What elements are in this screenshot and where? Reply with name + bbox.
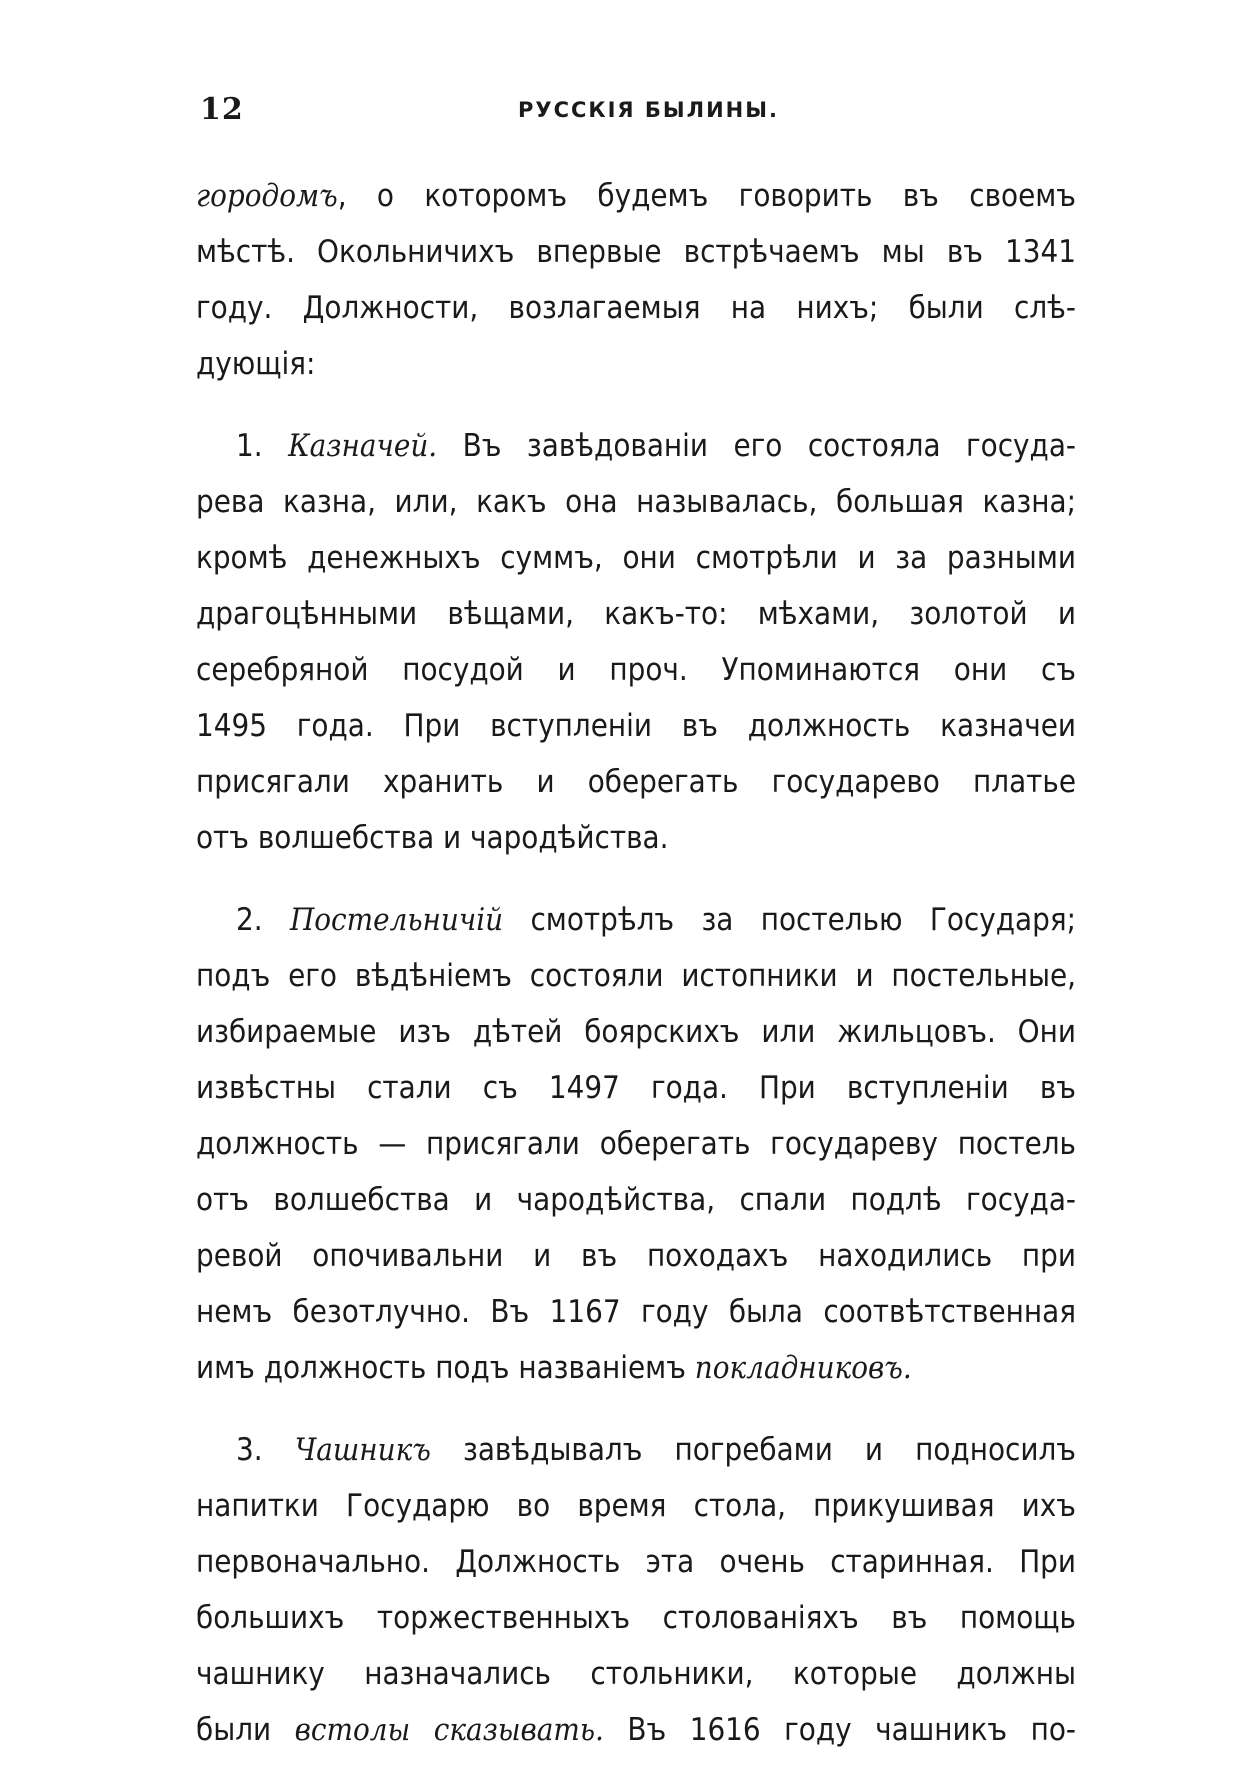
term-kaznachei: Казначей. bbox=[288, 428, 438, 464]
page-header bbox=[196, 92, 1072, 132]
paragraph bbox=[196, 168, 1076, 392]
paragraph bbox=[196, 418, 1076, 866]
term-chashnik: Чашникъ bbox=[294, 1432, 431, 1468]
term-vstoly: встолы сказывать. bbox=[294, 1712, 604, 1748]
text-line: ревой опочивальни и въ походахъ находились при bbox=[196, 1238, 1076, 1274]
text-line: были встолы сказывать. Въ 1616 году чашникъ по- bbox=[196, 1712, 1076, 1748]
running-title: РУССКІЯ БЫЛИНЫ. bbox=[518, 98, 779, 122]
text-line: отъ волшебства и чародѣйства, спали подлѣ госуда- bbox=[196, 1182, 1076, 1218]
term-postelnichii: Постельничій bbox=[289, 902, 504, 938]
text-line: немъ безотлучно. Въ 1167 году была соотвѣтственная bbox=[196, 1294, 1076, 1330]
text-line: мѣстѣ. Окольничихъ впервые встрѣчаемъ мы въ 1341 bbox=[196, 234, 1076, 270]
text-line: большихъ торжественныхъ столованіяхъ въ помощь bbox=[196, 1600, 1076, 1636]
text-line: драгоцѣнными вѣщами, какъ-то: мѣхами, золотой и bbox=[196, 596, 1076, 632]
text-line: 2. Постельничій смотрѣлъ за постелью Государя; bbox=[236, 902, 1077, 938]
text-line: чашнику назначались стольники, которые должны bbox=[196, 1656, 1076, 1692]
text-line: рева казна, или, какъ она называлась, большая казна; bbox=[196, 484, 1076, 520]
text-line: кромѣ денежныхъ суммъ, они смотрѣли и за разными bbox=[196, 540, 1076, 576]
text-line: городомъ, о которомъ будемъ говорить въ своемъ bbox=[196, 178, 1076, 214]
body-text bbox=[196, 168, 1076, 1758]
page-number: 12 bbox=[200, 92, 244, 127]
text-line: имъ должность подъ названіемъ покладниковъ. bbox=[196, 1350, 912, 1386]
text-line: серебряной посудой и проч. Упоминаются они съ bbox=[196, 652, 1076, 688]
text-line: должность — присягали оберегать государеву постель bbox=[196, 1126, 1076, 1162]
text-line: дующія: bbox=[196, 346, 316, 382]
text-line: году. Должности, возлагаемыя на нихъ; были слѣ- bbox=[196, 290, 1076, 326]
text-line: 3. Чашникъ завѣдывалъ погребами и подносилъ bbox=[236, 1432, 1076, 1468]
term-pokladniki: покладниковъ. bbox=[694, 1350, 912, 1386]
text-line: подъ его вѣдѣніемъ состояли истопники и постельные, bbox=[196, 958, 1076, 994]
text-line: присягали хранить и оберегать государево платье bbox=[196, 764, 1076, 800]
paragraph bbox=[196, 892, 1076, 1396]
text-line: избираемые изъ дѣтей боярскихъ или жильцовъ. Они bbox=[196, 1014, 1076, 1050]
text-line: напитки Государю во время стола, прикушивая ихъ bbox=[196, 1488, 1076, 1524]
text-line: отъ волшебства и чародѣйства. bbox=[196, 820, 669, 856]
text-line: первоначально. Должность эта очень старинная. При bbox=[196, 1544, 1076, 1580]
text-line: извѣстны стали съ 1497 года. При вступленіи въ bbox=[196, 1070, 1076, 1106]
text-line: 1. Казначей. Въ завѣдованіи его состояла госуда- bbox=[236, 428, 1076, 464]
text-line: 1495 года. При вступленіи въ должность казначеи bbox=[196, 708, 1076, 744]
paragraph bbox=[196, 1422, 1076, 1758]
